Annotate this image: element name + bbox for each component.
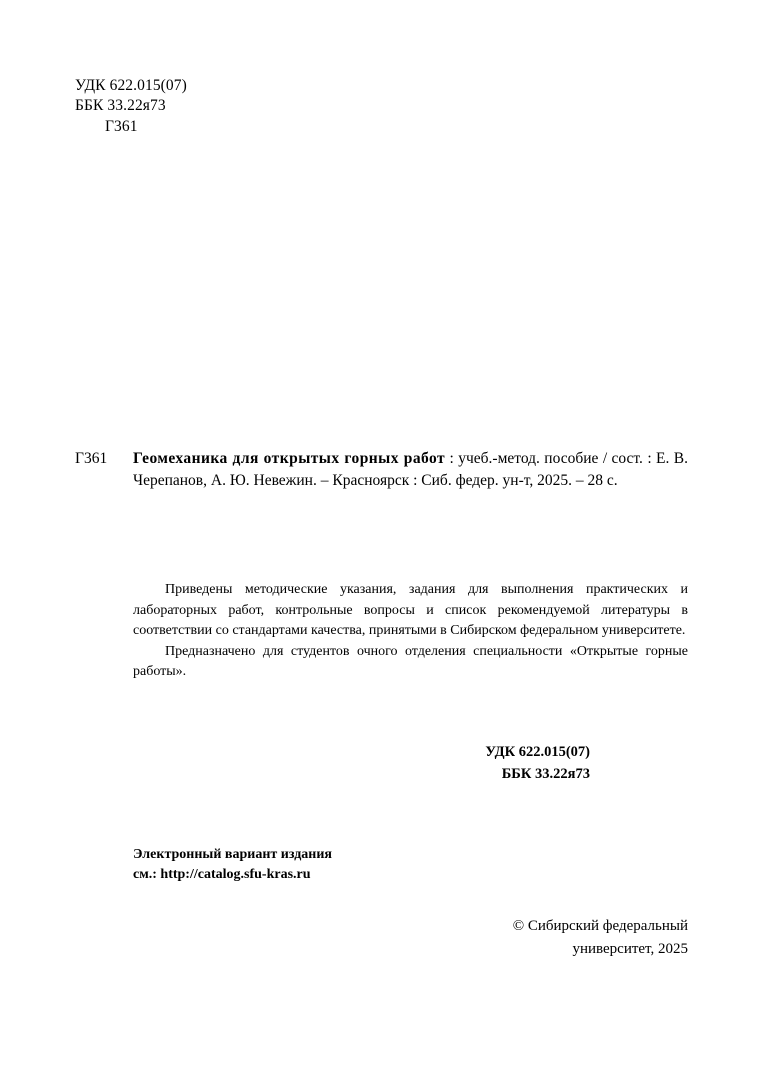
record-text [133, 448, 688, 493]
electronic-note-line-1: Электронный вариант издания [133, 847, 332, 862]
copyright-line-1: © Сибирский федеральный [512, 918, 688, 934]
classification-repeat-block [0, 742, 688, 786]
udk-code: УДК 622.015(07) [75, 77, 187, 94]
copyright-block [0, 915, 688, 960]
record-title: Геомеханика для открытых горных работ [133, 450, 446, 467]
electronic-edition-note [133, 845, 332, 886]
record-shelf-code: Г361 [75, 450, 108, 467]
annotation-paragraph-2: Предназначено для студентов очного отделения специальности «Открытые горные работы». [133, 643, 688, 680]
annotation-block [133, 580, 688, 683]
bbk-code-repeat: ББК 33.22я73 [501, 765, 590, 782]
classification-block [75, 76, 187, 137]
udk-code-repeat: УДК 622.015(07) [485, 744, 590, 760]
bibliographic-record [75, 448, 688, 493]
shelf-code: Г361 [105, 117, 138, 135]
annotation-paragraph-1: Приведены методические указания, задания для выполнения практических и лабораторных работ, контрольные вопросы и список рекомендуемой литературы в соответствии со стандартами качества, принятыми в Сибирском федеральном университете. [133, 582, 688, 639]
record-imprint: : учеб.-метод. пособие / сост. : Е. В. Черепанов, А. Ю. Невежин. – Красноярск : Сиб. федер. ун-т, 2025. – 28 с. [133, 450, 688, 490]
copyright-line-2: университет, 2025 [572, 940, 688, 957]
electronic-note-link[interactable]: см.: http://catalog.sfu-kras.ru [133, 867, 311, 883]
bbk-code: ББК 33.22я73 [75, 97, 166, 115]
